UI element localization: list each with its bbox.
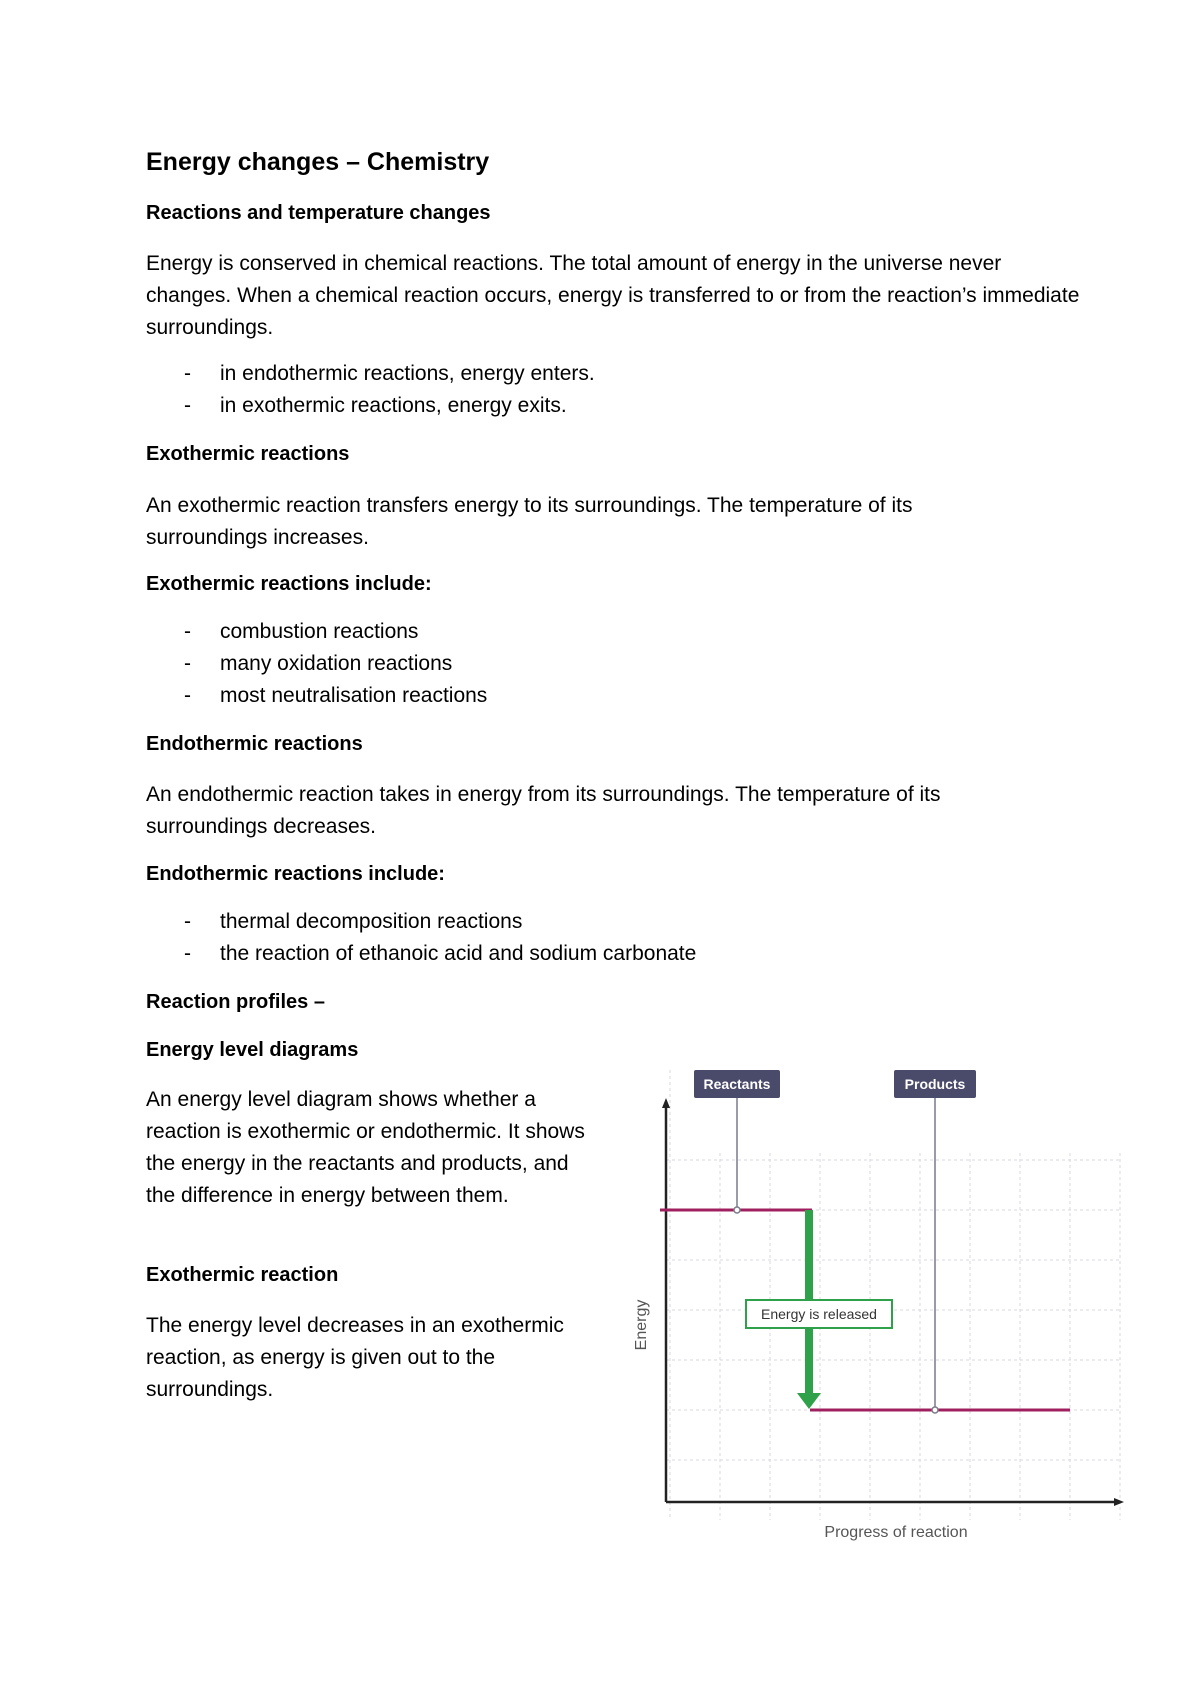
- grid: [666, 1070, 1120, 1520]
- arrow-head: [797, 1393, 821, 1409]
- list-item: - in endothermic reactions, energy enters.: [184, 362, 595, 385]
- list-item: - combustion reactions: [184, 620, 419, 643]
- list-item: - many oxidation reactions: [184, 652, 453, 675]
- list-item: - in exothermic reactions, energy exits.: [184, 394, 567, 417]
- paragraph-endothermic: An endothermic reaction takes in energy from its surroundings. The temperature of its surroundings decreases.: [146, 783, 941, 838]
- paragraph-exothermic-reaction: The energy level decreases in an exothermic reaction, as energy is given out to the surroundings.: [146, 1314, 564, 1401]
- heading-exothermic-reaction: Exothermic reaction: [146, 1264, 339, 1286]
- list-item: - most neutralisation reactions: [184, 684, 488, 707]
- page-title: Energy changes – Chemistry: [146, 148, 490, 176]
- reactants-label: Reactants: [703, 1076, 771, 1092]
- heading-exothermic-reactions: Exothermic reactions: [146, 443, 350, 465]
- heading-exothermic-include: Exothermic reactions include:: [146, 573, 432, 595]
- heading-reactions-temperature: Reactions and temperature changes: [146, 202, 491, 224]
- energy-released-label: Energy is released: [761, 1306, 877, 1322]
- paragraph-energy-level-diagram: An energy level diagram shows whether a reaction is exothermic or endothermic. It shows the energy in the reactants and products, and the difference in energy between them.: [146, 1088, 585, 1207]
- energy-level-diagram: [620, 1070, 1140, 1570]
- reactants-tag: [694, 1070, 780, 1098]
- x-axis-arrowhead: [1114, 1498, 1124, 1506]
- list-item: - the reaction of ethanoic acid and sodium carbonate: [184, 942, 697, 965]
- reactants-marker: [734, 1207, 740, 1213]
- energy-released-tag: [746, 1300, 892, 1328]
- y-axis-label: Energy: [633, 1299, 650, 1351]
- y-axis-arrowhead: [662, 1098, 670, 1108]
- heading-energy-level-diagrams: Energy level diagrams: [146, 1039, 359, 1061]
- list-endothermic-examples: [146, 906, 696, 970]
- products-marker: [932, 1407, 938, 1413]
- energy-level-diagram-svg: [620, 1070, 1140, 1570]
- heading-reaction-profiles: Reaction profiles –: [146, 991, 325, 1013]
- list-exothermic-examples: [146, 616, 487, 712]
- products-label: Products: [904, 1076, 966, 1092]
- products-tag: [894, 1070, 976, 1098]
- paragraph-exothermic: An exothermic reaction transfers energy to its surroundings. The temperature of its surroundings increases.: [146, 494, 913, 549]
- paragraph-energy-conserved: Energy is conserved in chemical reactions. The total amount of energy in the universe never changes. When a chemical reaction occurs, energy is transferred to or from the reaction’s immediate surroundings.: [146, 252, 1080, 339]
- heading-endothermic-reactions: Endothermic reactions: [146, 733, 363, 755]
- list-item: - thermal decomposition reactions: [184, 910, 523, 933]
- list-energy-direction: [146, 358, 595, 422]
- x-axis-label: Progress of reaction: [824, 1524, 968, 1541]
- heading-endothermic-include: Endothermic reactions include:: [146, 863, 445, 885]
